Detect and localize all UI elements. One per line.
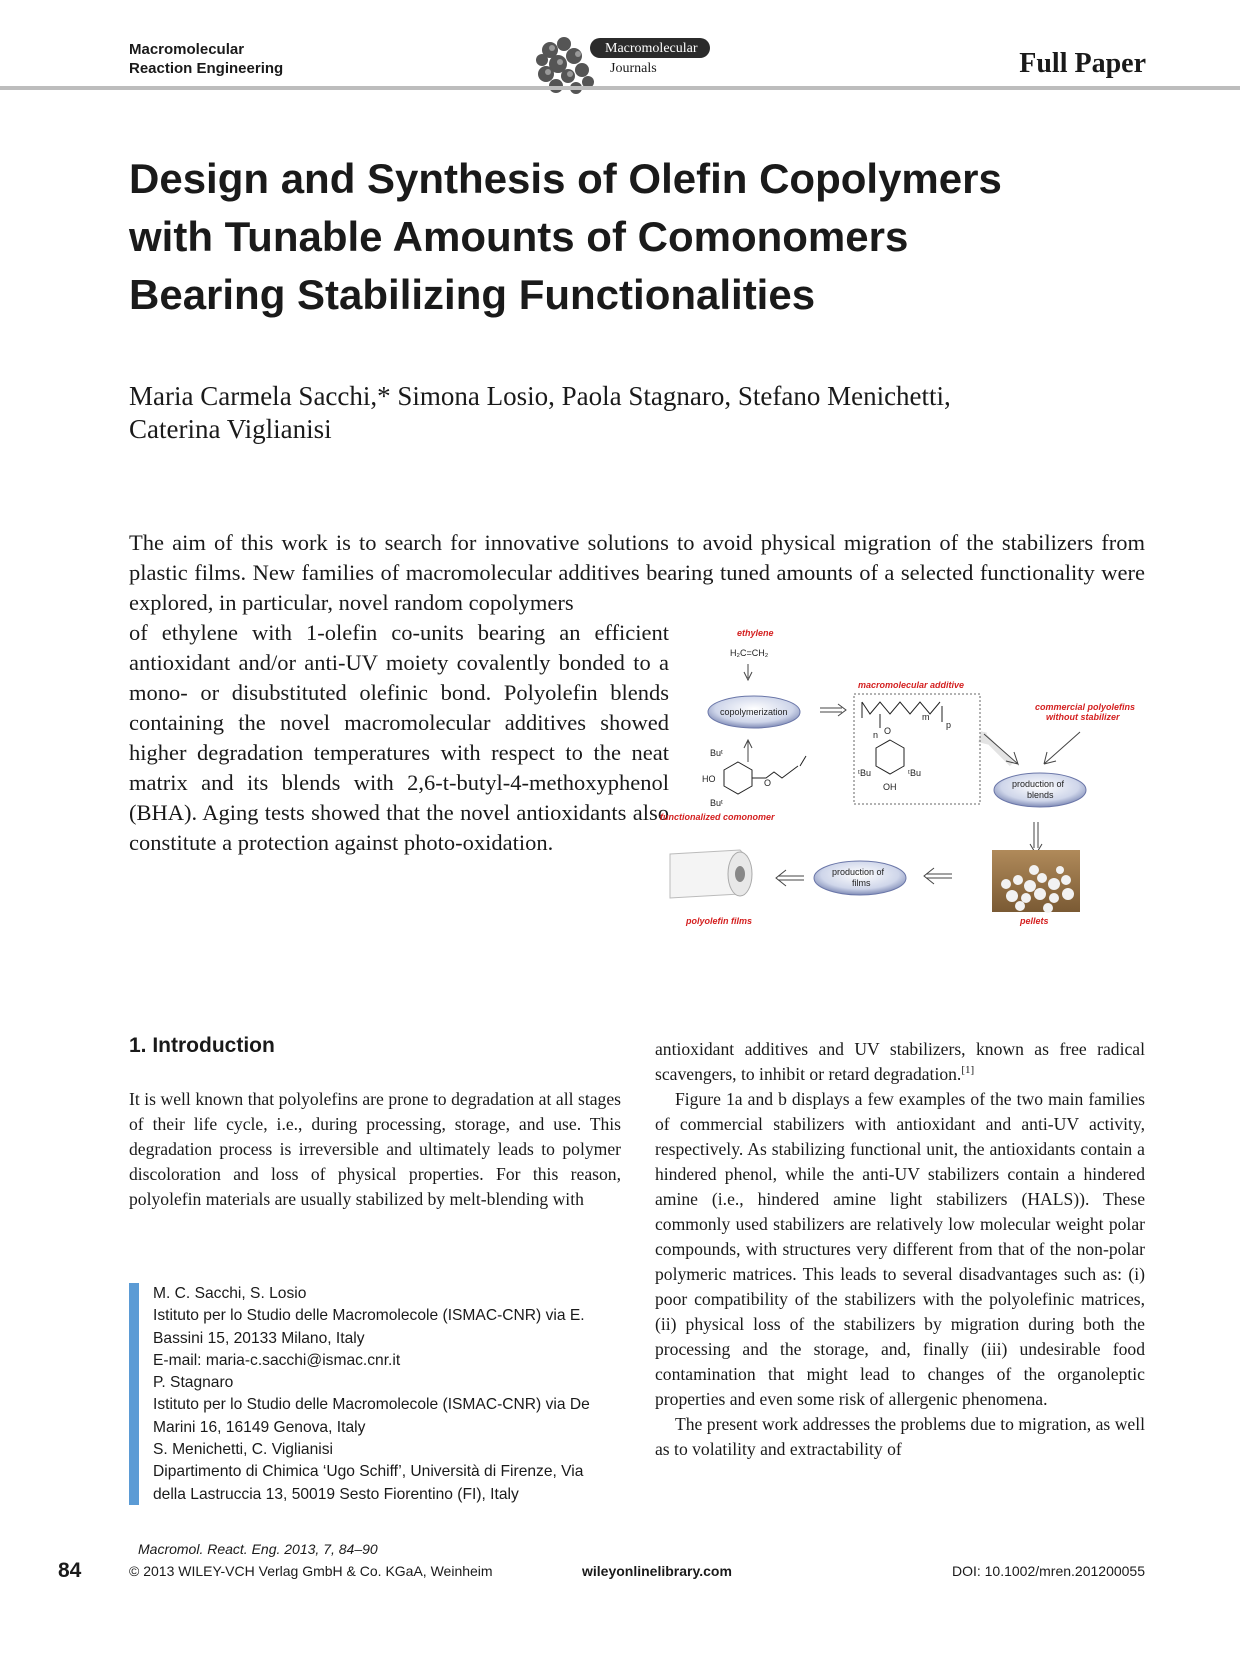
affiliation-line: della Lastruccia 13, 50019 Sesto Fiorentino (FI), Italy: [153, 1485, 519, 1503]
affiliation-accent-bar: [129, 1283, 139, 1505]
authors-line1: Maria Carmela Sacchi,* Simona Losio, Paola Stagnaro, Stefano Menichetti,: [129, 381, 951, 411]
affiliation-line: S. Menichetti, C. Viglianisi: [153, 1441, 333, 1459]
label-production-blends-1: production of: [1012, 779, 1065, 789]
affiliation-line: Istituto per lo Studio delle Macromolecole (ISMAC-CNR) via E.: [153, 1307, 585, 1325]
atom-o-comonomer: O: [764, 778, 772, 788]
tbu-left: ᵗBu: [858, 768, 871, 778]
affiliation-line: Marini 16, 16149 Genova, Italy: [153, 1418, 366, 1436]
authors-line2: Caterina Viglianisi: [129, 414, 332, 444]
arrow-down-to-pellets: [1030, 822, 1042, 854]
tbu-right: ᵗBu: [908, 768, 921, 778]
label-production-blends-2: blends: [1027, 790, 1054, 800]
label-production-films-1: production of: [832, 867, 885, 877]
sub-p: p: [946, 720, 952, 730]
arrow-right-additive: [820, 704, 846, 716]
title-line1: Design and Synthesis of Olefin Copolymers: [129, 155, 1002, 202]
atom-o-additive: O: [884, 726, 892, 736]
affiliations: [153, 1283, 623, 1506]
ethylene-formula: H₂C=CH₂: [730, 648, 769, 658]
page-number: 84: [58, 1559, 82, 1582]
reference-1[interactable]: [1]: [961, 1064, 975, 1077]
polyolefin-film-roll: [670, 850, 752, 898]
label-polyolefin-films: polyolefin films: [686, 916, 753, 926]
arrow-down-ethylene: [744, 664, 752, 680]
section-heading-introduction: 1. Introduction: [129, 1034, 275, 1057]
logo-text-line2: Journals: [610, 61, 657, 76]
label-functionalized-comonomer: functionalized comonomer: [660, 812, 775, 822]
bu-bottom: Buᵗ: [710, 798, 723, 808]
journal-name-line2: Reaction Engineering: [129, 60, 284, 77]
label-commercial-line1: commercial polyolefins: [1035, 702, 1136, 712]
graphical-abstract-figure: [660, 622, 1160, 978]
intro-paragraph-right-1: [655, 1037, 1145, 1087]
footer-citation: Macromol. React. Eng. 2013, 7, 84–90: [138, 1541, 378, 1557]
label-ethylene: ethylene: [737, 628, 774, 638]
journal-name: [129, 40, 283, 78]
arrow-up-comonomer: [744, 740, 752, 762]
label-copolymerization: copolymerization: [720, 707, 788, 717]
affiliation-line: Istituto per lo Studio delle Macromolecole (ISMAC-CNR) via De: [153, 1396, 590, 1414]
label-pellets: pellets: [1020, 916, 1049, 926]
logo-text-line1: Macromolecular: [605, 41, 698, 56]
label-macromolecular-additive: macromolecular additive: [858, 680, 965, 690]
intro-paragraph-right-3: The present work addresses the problems due to migration, as well as to volatility and extractability of: [655, 1414, 1145, 1459]
affiliation-line: Bassini 15, 20133 Milano, Italy: [153, 1329, 365, 1347]
abstract-left: of ethylene with 1-olefin co-units bearing an efficient antioxidant and/or anti-UV moiety covalently bonded to a mono- or disubstituted olefinic bond. Polyolefin blends containing the novel macromolecular additives showed higher degradation temperatures with respect to the neat matrix and its blends with 2,6-t-butyl-4-methoxyphenol (BHA). Aging tests showed that the novel antioxidants also constitute a protection against photo-oxidation.: [129, 620, 669, 855]
oh-label: OH: [883, 782, 897, 792]
header-rule: [0, 86, 1240, 90]
arrow-left-to-films: [776, 870, 804, 886]
intro-right-column: [655, 1037, 1145, 1462]
intro-p1-text: antioxidant additives and UV stabilizers, known as free radical scavengers, to inhibit or retard degradation.: [655, 1039, 1145, 1084]
label-production-films-2: films: [852, 878, 871, 888]
affiliation-line: Dipartimento di Chimica ‘Ugo Schiff’, Università di Firenze, Via: [153, 1463, 584, 1481]
intro-paragraph-left: It is well known that polyolefins are prone to degradation at all stages of their life cycle, i.e., during processing, storage, and use. This degradation process is irreversible and ultimately leads to polymer discoloration and loss of physical properties. For this reason, polyolefin materials are usually stabilized by melt-blending with: [129, 1089, 621, 1209]
label-commercial-line2: without stabilizer: [1046, 712, 1120, 722]
footer-doi[interactable]: DOI: 10.1002/mren.201200055: [951, 1563, 1145, 1579]
title-line3: Bearing Stabilizing Functionalities: [129, 271, 816, 318]
affiliation-email[interactable]: E-mail: maria-c.sacchi@ismac.cnr.it: [153, 1351, 401, 1369]
footer-copyright: © 2013 WILEY-VCH Verlag GmbH & Co. KGaA, Weinheim: [129, 1563, 493, 1579]
arrow-additive-to-blends: [984, 734, 1018, 764]
arrow-left-from-pellets: [924, 868, 952, 884]
article-title: [129, 150, 1129, 324]
journal-name-line1: Macromolecular: [129, 41, 245, 58]
sub-m: m: [922, 712, 930, 722]
section-label: Full Paper: [1019, 48, 1146, 79]
sub-n: n: [873, 730, 879, 740]
arrow-commercial-to-blends: [1044, 732, 1080, 764]
title-line2: with Tunable Amounts of Comonomers: [129, 213, 909, 260]
affiliation-line: M. C. Sacchi, S. Losio: [153, 1285, 307, 1302]
footer-website-link[interactable]: wileyonlinelibrary.com: [582, 1563, 732, 1579]
ho-label: HO: [702, 774, 716, 784]
abstract-top: The aim of this work is to search for innovative solutions to avoid physical migration of the stabilizers from plastic films. New families of macromolecular additives bearing tuned amounts of a selected functionality were explored, in particular, novel random copolymers: [129, 530, 1145, 615]
author-list: [129, 380, 1129, 446]
bu-top: Buᵗ: [710, 748, 723, 758]
intro-paragraph-right-2: Figure 1a and b displays a few examples of the two main families of commercial stabilizers with antioxidant and anti-UV activity, respectively. As stabilizing functional unit, the antioxidants contain a hindered phenol, while the anti-UV stabilizers contain a hindered amine (i.e., hindered amine light stabilizers (HALS)). These commonly used stabilizers are relatively low molecular weight polar compounds, with structures very different from that of the non-polar polymeric matrices. This leads to several disadvantages such as: (i) poor compatibility of the stabilizers with the polyolefinic matrices, (ii) physical loss of the stabilizers by migration during both the processing and the storage, and, finally (iii) undesirable food contamination that might lead to changes of the organoleptic properties and even some risk of allergenic phenomena.: [655, 1089, 1145, 1409]
affiliation-line: P. Stagnaro: [153, 1374, 234, 1392]
